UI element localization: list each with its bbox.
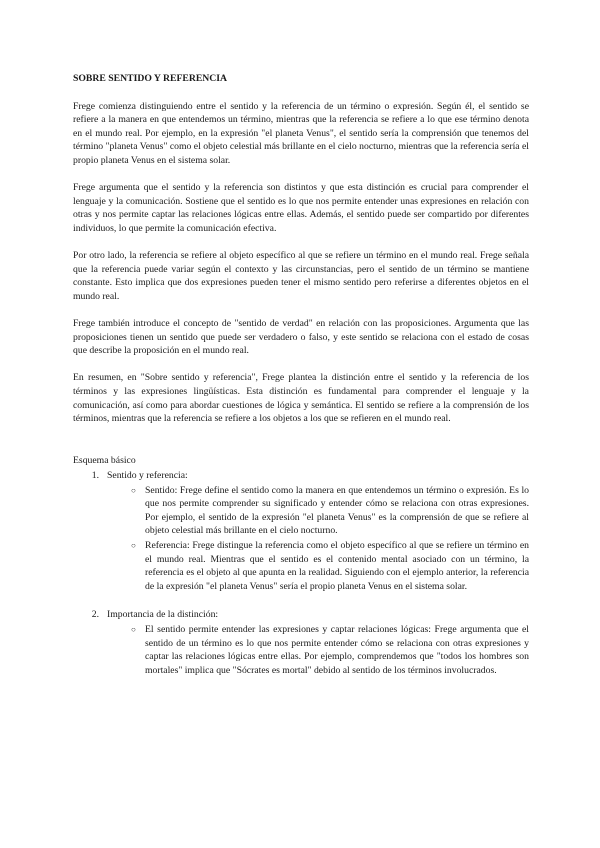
outline-item-label: Sentido y referencia: [107, 470, 188, 482]
outline-subitem-text: Sentido: Frege define el sentido como la manera en que entendemos un término o expresión. Es lo que nos permite comprender su significado y entender cómo se relaciona con otras expresiones. Por ejemplo, el sentido de la expresión "el planeta Venus" es la comprensión de que se refiere al objeto celestial más brillante en el cielo nocturno. [145, 484, 529, 537]
outline-list [73, 469, 529, 677]
paragraph: Frege también introduce el concepto de "sentido de verdad" en relación con las proposiciones. Argumenta que las proposiciones tienen un sentido que puede ser verdadero o falso, y este sentido se relaciona con el estado de cosas que describe la proposición en el mundo real. [73, 318, 529, 357]
paragraph: Frege comienza distinguiendo entre el sentido y la referencia de un término o expresión. Según él, el sentido se refiere a la manera en que entendemos un término, mientras que la referencia se refiere a lo que ese término denota en el mundo real. Por ejemplo, en la expresión "el planeta Venus", el sentido sería la comprensión que tenemos del término "planeta Venus" como el objeto celestial más brillante en el cielo nocturno, mientras que la referencia sería el propio planeta Venus en el sistema solar. [73, 100, 529, 166]
circle-bullet-icon: ○ [131, 624, 136, 634]
circle-bullet-icon: ○ [131, 485, 136, 495]
paragraph: Frege argumenta que el sentido y la referencia son distintos y que esta distinción es crucial para comprender el lenguaje y la comunicación. Sostiene que el sentido es lo que nos permite entender unas expresiones en relación con otras y nos permite captar las relaciones lógicas entre ellas. Además, el sentido puede ser compartido por diferentes individuos, lo que permite la comunicación efectiva. [73, 182, 529, 234]
document-title: SOBRE SENTIDO Y REFERENCIA [73, 73, 228, 84]
outline-item-number: 1. [91, 470, 99, 482]
outline-sublist [73, 623, 529, 677]
paragraph: En resumen, en "Sobre sentido y referencia", Frege plantea la distinción entre el sentido y la referencia de los términos y las expresiones lingüísticas. Esta distinción es fundamental para comprender el lenguaje y la comunicación, así como para abordar cuestiones de lógica y semántica. El sentido se refiere a la comprensión de los términos, mientras que la referencia se refiere a los objetos a los que se refieren en el mundo real. [73, 372, 529, 425]
outline-item-header [73, 469, 529, 483]
outline-subitem [131, 539, 529, 593]
outline-item-header [73, 608, 529, 622]
outline-sublist [73, 484, 529, 594]
section-spacer [73, 439, 529, 454]
document-body [73, 72, 529, 678]
paragraph: Por otro lado, la referencia se refiere al objeto específico al que se refiere un término en el mundo real. Frege señala que la referencia puede variar según el contexto y las circunstancias, pero el sentido de un término se mantiene constante. Esto implica que dos expresiones pueden tener el mismo sentido pero referirse a diferentes objetos en el mundo real. [73, 250, 529, 302]
outline-item [73, 469, 529, 593]
outline-subitem-text: Referencia: Frege distingue la referencia como el objeto específico al que se refiere un término en el mundo real. Mientras que el sentido es el contenido mental asociado con un término, la referencia es el objeto al que apunta en la realidad. Siguiendo con el ejemplo anterior, la referencia de la expresión "el planeta Venus" sería el propio planeta Venus en el sistema solar. [145, 540, 529, 592]
outline-heading: Esquema básico [73, 455, 136, 467]
outline-subitem [131, 484, 529, 538]
outline-subitem [131, 623, 529, 677]
outline-item-number: 2. [91, 609, 99, 621]
outline-gap [73, 594, 529, 608]
outline-item-label: Importancia de la distinción: [107, 609, 219, 621]
outline-subitem-text: El sentido permite entender las expresiones y captar relaciones lógicas: Frege argumenta que el sentido de un término es lo que nos permite entender cómo se relaciona con otras expresiones y captar las relaciones lógicas entre ellas. Por ejemplo, comprendemos que "todos los hombres son mortales" implica que "Sócrates es mortal" debido al sentido de los términos involucrados. [145, 623, 529, 676]
outline-item [73, 608, 529, 677]
circle-bullet-icon: ○ [131, 541, 136, 550]
